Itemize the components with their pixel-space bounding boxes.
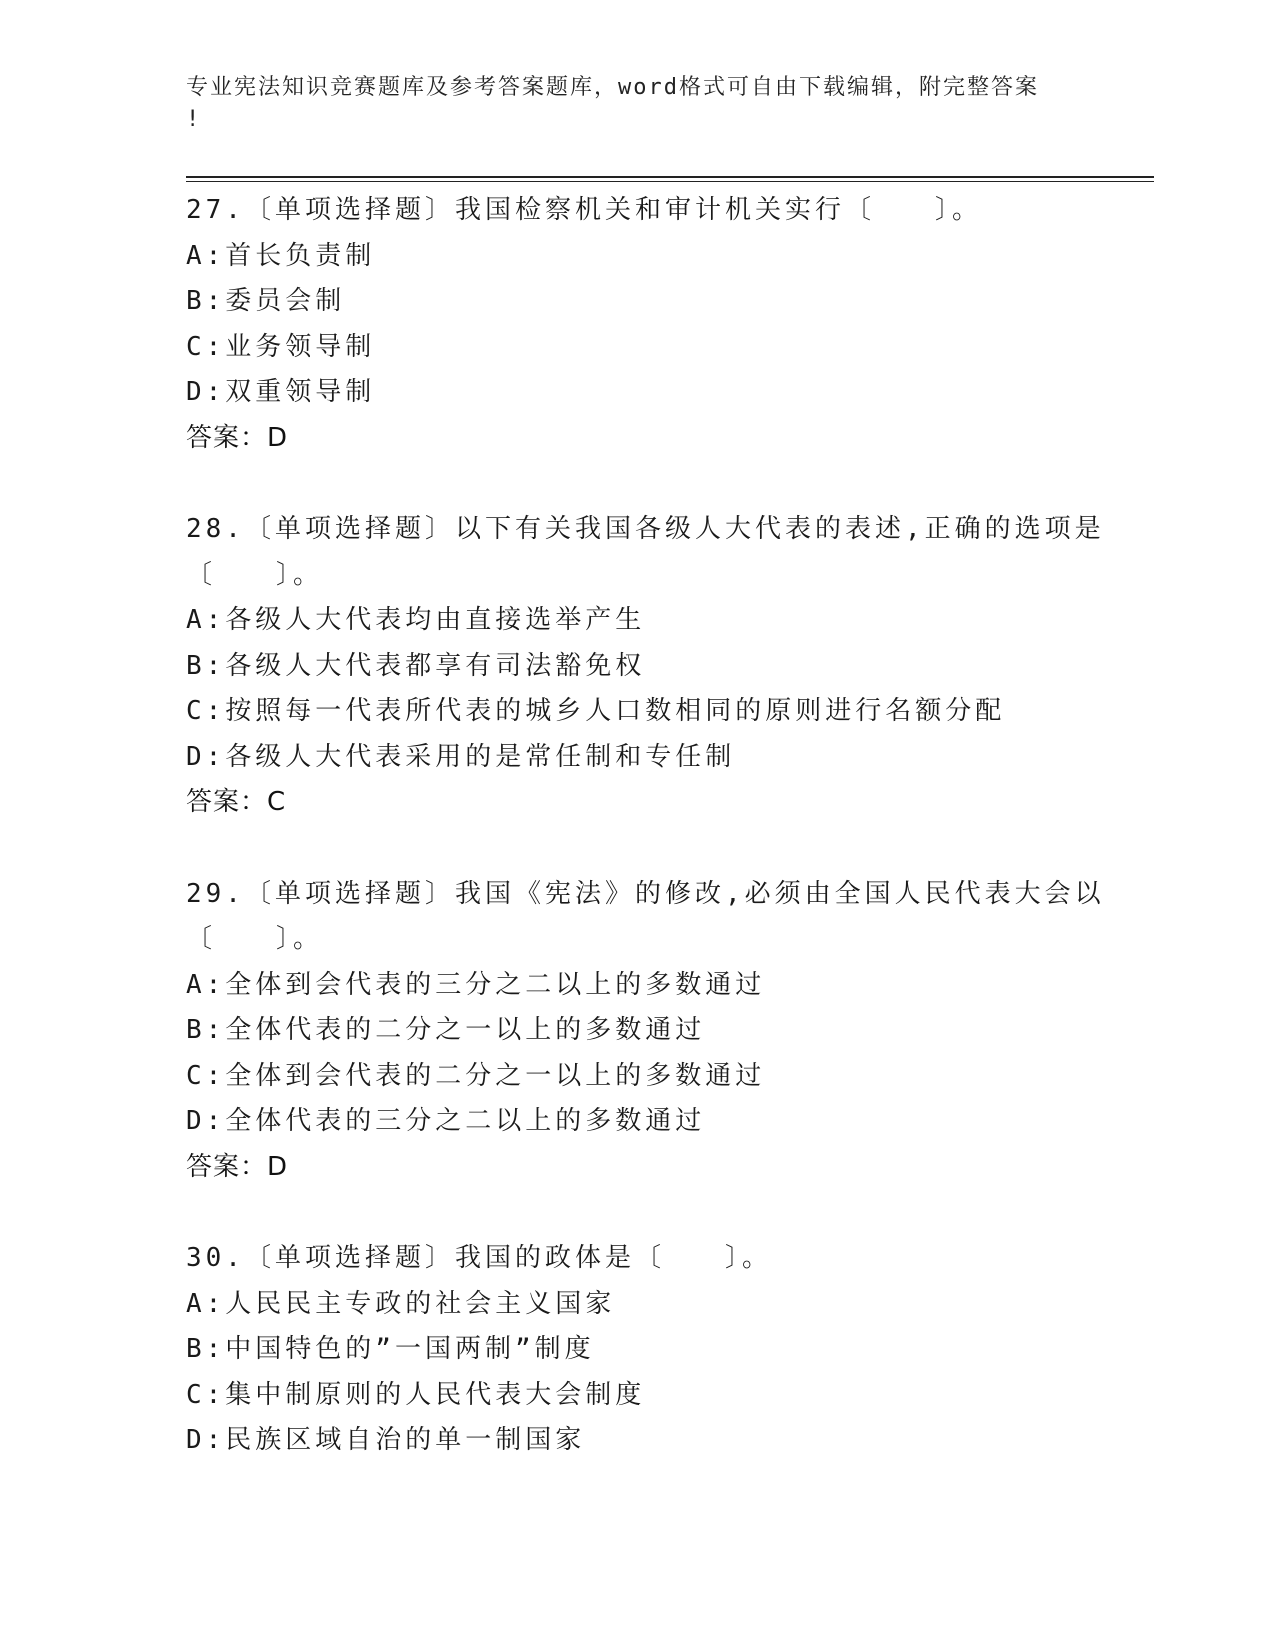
question-stem: 28.〔单项选择题〕以下有关我国各级人大代表的表述,正确的选项是 — [186, 514, 1105, 544]
option-a: A:首长负责制 — [186, 240, 376, 271]
header-line-2: ! — [186, 107, 202, 132]
header-line-1: 专业宪法知识竞赛题库及参考答案题库，word格式可自由下载编辑，附完整答案 — [186, 75, 1039, 100]
question-list — [186, 188, 1105, 1510]
option-c: C:全体到会代表的二分之一以上的多数通过 — [186, 1060, 766, 1091]
question-stem-continued: 〔 〕。 — [186, 924, 324, 954]
option-d: D:全体代表的三分之二以上的多数通过 — [186, 1106, 706, 1136]
option-d: D:各级人大代表采用的是常任制和专任制 — [186, 741, 736, 772]
option-a: A:全体到会代表的三分之二以上的多数通过 — [186, 969, 766, 1000]
option-b: B:委员会制 — [186, 286, 346, 316]
document-header — [186, 72, 1066, 136]
option-d: D:民族区域自治的单一制国家 — [186, 1425, 586, 1455]
header-divider-thin — [186, 181, 1154, 182]
option-b: B:中国特色的”一国两制”制度 — [186, 1334, 595, 1364]
header-divider-thick — [186, 176, 1154, 178]
answer-label: 答案：D — [186, 422, 289, 453]
question-stem: 30.〔单项选择题〕我国的政体是〔 〕。 — [186, 1243, 772, 1273]
option-c: C:业务领导制 — [186, 331, 376, 362]
question-28 — [186, 507, 1105, 826]
question-stem-continued: 〔 〕。 — [186, 559, 324, 590]
question-29 — [186, 872, 1105, 1191]
question-30 — [186, 1236, 1086, 1464]
answer-label: 答案：D — [186, 1151, 289, 1182]
option-c: C:集中制原则的人民代表大会制度 — [186, 1379, 646, 1410]
question-stem: 27.〔单项选择题〕我国检察机关和审计机关实行〔 〕。 — [186, 195, 982, 225]
option-a: A:人民民主专政的社会主义国家 — [186, 1288, 616, 1319]
option-b: B:全体代表的二分之一以上的多数通过 — [186, 1015, 706, 1045]
question-stem: 29.〔单项选择题〕我国《宪法》的修改,必须由全国人民代表大会以 — [186, 878, 1105, 909]
option-a: A:各级人大代表均由直接选举产生 — [186, 605, 646, 635]
question-27 — [186, 188, 1086, 461]
option-d: D:双重领导制 — [186, 377, 376, 407]
option-b: B:各级人大代表都享有司法豁免权 — [186, 650, 646, 681]
option-c: C:按照每一代表所代表的城乡人口数相同的原则进行名额分配 — [186, 696, 1006, 726]
answer-label: 答案：C — [186, 787, 287, 817]
